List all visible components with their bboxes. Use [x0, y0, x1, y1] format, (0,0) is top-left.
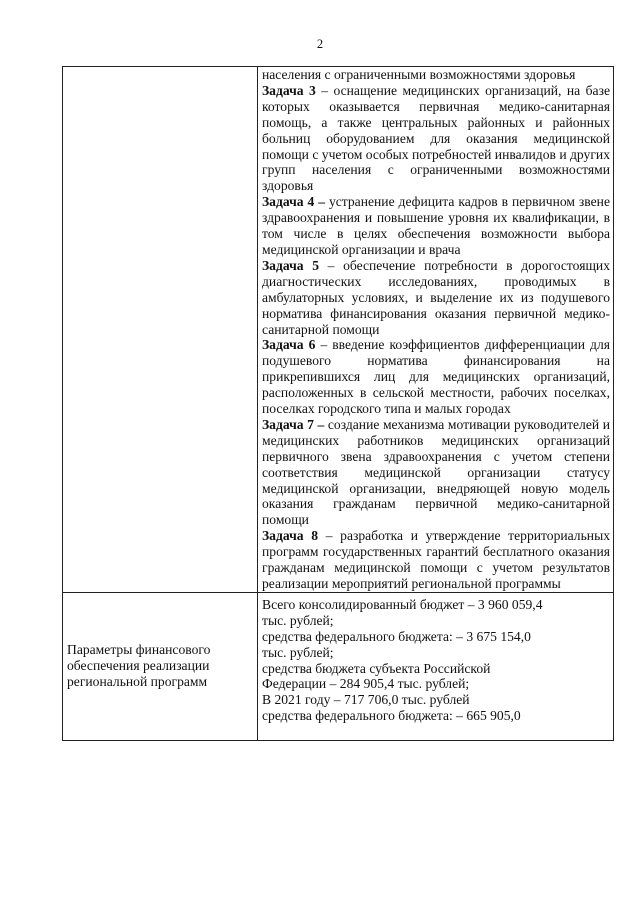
task-text: устранение дефицита кадров в первичном звене здравоохранения и повышение уровня их квалификации, в том числе в целях обеспечения возможности выбора медицинской организации и врача — [262, 194, 610, 257]
task-text: создание механизма мотивации руководителей и медицинских работников медицинских организаций первичного звена здравоохранения с учетом степени соответствия медицинской организации статусу медицинской организации, внедряющей новую модель оказания гражданам первичной медико-санитарной помощи — [262, 416, 610, 528]
empty-label-cell — [63, 67, 258, 593]
task-8 — [262, 528, 610, 592]
tasks-cell — [258, 67, 614, 593]
continuation-text: населения с ограниченными возможностями здоровья — [262, 67, 576, 82]
task-7 — [262, 417, 610, 528]
task-label: Задача 5 — [262, 257, 320, 273]
finance-line: средства бюджета субъекта Российской — [262, 660, 491, 676]
table-row — [63, 592, 614, 740]
task-3 — [262, 83, 610, 194]
finance-line: тыс. рублей; — [262, 644, 334, 660]
task-5 — [262, 258, 610, 338]
task-label: Задача 7 – — [262, 416, 325, 432]
task-label: Задача 8 — [262, 528, 319, 544]
finance-line: тыс. рублей; — [262, 612, 334, 628]
finance-line: средства федерального бюджета: – 665 905,0 — [262, 708, 521, 724]
page-number: 2 — [316, 37, 324, 51]
task-text: – разработка и утверждение территориальных программ государственных гарантий бесплатного оказания гражданам медицинской помощи с учетом результатов реализации мероприятий региональной программы — [262, 528, 610, 591]
task-label: Задача 3 — [262, 82, 316, 98]
finance-label-cell — [63, 592, 258, 740]
task-text: – обеспечение потребности в дорогостоящих диагностических исследованиях, проводимых в амбулаторных условиях, и выделение их из подушевого норматива финансирования оказания первичной медико-санитарной помощи — [262, 257, 611, 337]
finance-line: средства федерального бюджета: – 3 675 154,0 — [262, 628, 531, 644]
finance-label: Параметры финансового обеспечения реализации региональной программ — [67, 642, 211, 690]
table-row — [63, 67, 614, 593]
task-label: Задача 6 — [262, 337, 316, 353]
finance-line: В 2021 году – 717 706,0 тыс. рублей — [262, 692, 470, 708]
program-passport-table — [62, 66, 614, 741]
finance-line: Всего консолидированный бюджет – 3 960 059,4 — [262, 596, 543, 612]
task-text: – оснащение медицинских организаций, на базе которых оказывается первичная медико-санитарная помощь, а также центральных районных и районных больниц оборудованием для оказания медицинской помощи с учетом особых потребностей инвалидов и других групп населения с ограниченными возможностями здоровья — [262, 82, 610, 194]
task-4 — [262, 194, 610, 258]
finance-values-cell — [258, 592, 614, 740]
task-text: – введение коэффициентов дифференциации для подушевого норматива финансирования на прикрепившихся лиц для медицинских организаций, расположенных в сельской местности, рабочих поселках, поселках городского типа и малых городах — [262, 337, 611, 417]
task-label: Задача 4 – — [262, 194, 326, 210]
task-6 — [262, 337, 610, 417]
finance-line: Федерации – 284 905,4 тыс. рублей; — [262, 676, 470, 692]
